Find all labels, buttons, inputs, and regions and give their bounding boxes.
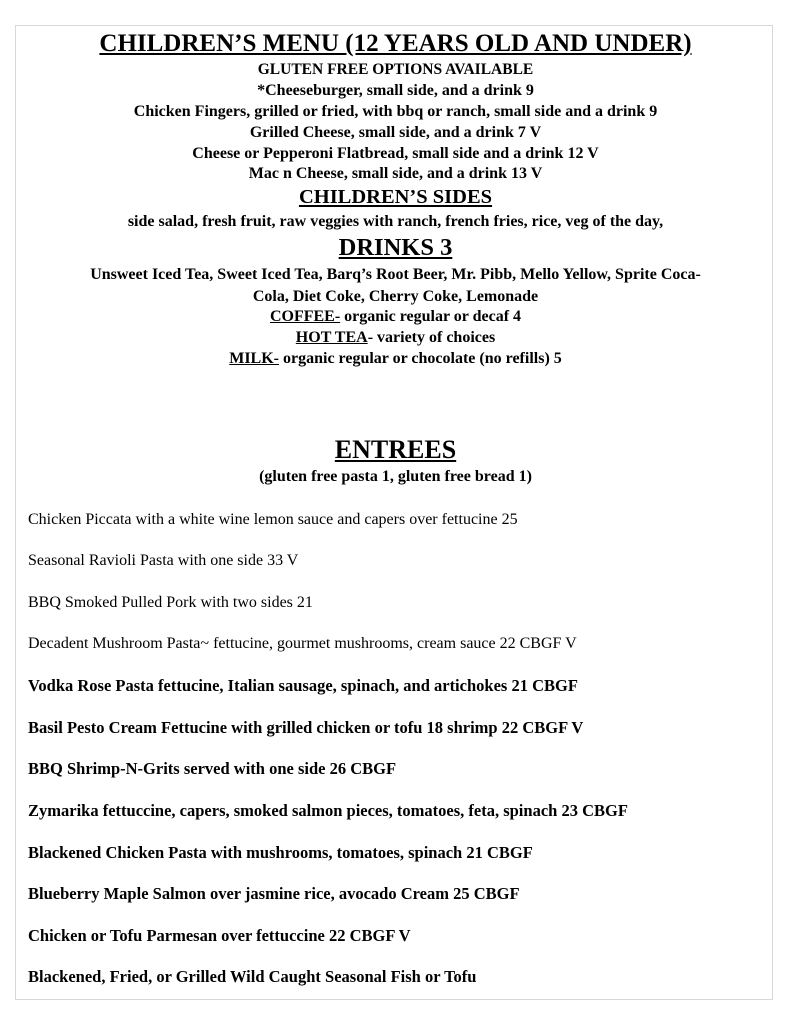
entree-item: Chicken or Tofu Parmesan over fettuccine 22 CBGF V bbox=[28, 926, 411, 945]
entree-item: Vodka Rose Pasta fettucine, Italian sausage, spinach, and artichokes 21 CBGF bbox=[28, 676, 578, 695]
kids-item: *Cheeseburger, small side, and a drink 9 bbox=[257, 82, 534, 99]
sides-text: side salad, fresh fruit, raw veggies with ranch, french fries, rice, veg of the day, bbox=[127, 213, 664, 230]
milk-text: organic regular or chocolate (no refills) 5 bbox=[279, 350, 562, 367]
menu-title: CHILDREN’S MENU (12 YEARS OLD AND UNDER) bbox=[99, 30, 692, 57]
entree-item: Blackened Chicken Pasta with mushrooms, tomatoes, spinach 21 CBGF bbox=[28, 843, 533, 862]
gluten-free-note: GLUTEN FREE OPTIONS AVAILABLE bbox=[257, 61, 534, 78]
coffee-label: COFFEE- bbox=[269, 308, 341, 325]
milk-line bbox=[0, 350, 791, 368]
kids-item: Chicken Fingers, grilled or fried, with bbq or ranch, small side and a drink 9 bbox=[133, 103, 658, 120]
kids-item: Cheese or Pepperoni Flatbread, small side and a drink 12 V bbox=[192, 145, 599, 162]
entree-item: Seasonal Ravioli Pasta with one side 33 V bbox=[28, 552, 299, 569]
drinks-list: Unsweet Iced Tea, Sweet Iced Tea, Barq’s Root Beer, Mr. Pibb, Mello Yellow, Sprite Coca- bbox=[90, 266, 701, 283]
entree-item: Chicken Piccata with a white wine lemon sauce and capers over fettucine 25 bbox=[28, 511, 518, 528]
sides-heading: CHILDREN’S SIDES bbox=[298, 186, 493, 208]
coffee-line bbox=[0, 308, 791, 326]
entree-item: Blueberry Maple Salmon over jasmine rice, avocado Cream 25 CBGF bbox=[28, 884, 520, 903]
hot-tea-line bbox=[0, 329, 791, 347]
entree-item: Basil Pesto Cream Fettucine with grilled chicken or tofu 18 shrimp 22 CBGF V bbox=[28, 718, 584, 737]
entrees-heading: ENTREES bbox=[334, 435, 457, 464]
entree-item: BBQ Smoked Pulled Pork with two sides 21 bbox=[28, 594, 313, 611]
drinks-heading: DRINKS 3 bbox=[338, 234, 453, 261]
coffee-text: organic regular or decaf 4 bbox=[340, 308, 522, 325]
entree-item: Blackened, Fried, or Grilled Wild Caught Seasonal Fish or Tofu bbox=[28, 967, 477, 986]
entrees-note: (gluten free pasta 1, gluten free bread 1) bbox=[259, 468, 532, 485]
entree-item: Zymarika fettuccine, capers, smoked salmon pieces, tomatoes, feta, spinach 23 CBGF bbox=[28, 801, 628, 820]
entree-item: BBQ Shrimp-N-Grits served with one side 26 CBGF bbox=[28, 759, 397, 778]
hot-tea-label: HOT TEA bbox=[295, 329, 368, 346]
kids-item: Mac n Cheese, small side, and a drink 13 V bbox=[248, 165, 543, 182]
kids-item: Grilled Cheese, small side, and a drink 7 V bbox=[249, 124, 542, 141]
drinks-list: Cola, Diet Coke, Cherry Coke, Lemonade bbox=[252, 288, 539, 305]
entree-item: Decadent Mushroom Pasta~ fettucine, gourmet mushrooms, cream sauce 22 CBGF V bbox=[28, 635, 577, 652]
milk-label: MILK- bbox=[229, 350, 279, 367]
hot-tea-text: - variety of choices bbox=[367, 329, 496, 346]
